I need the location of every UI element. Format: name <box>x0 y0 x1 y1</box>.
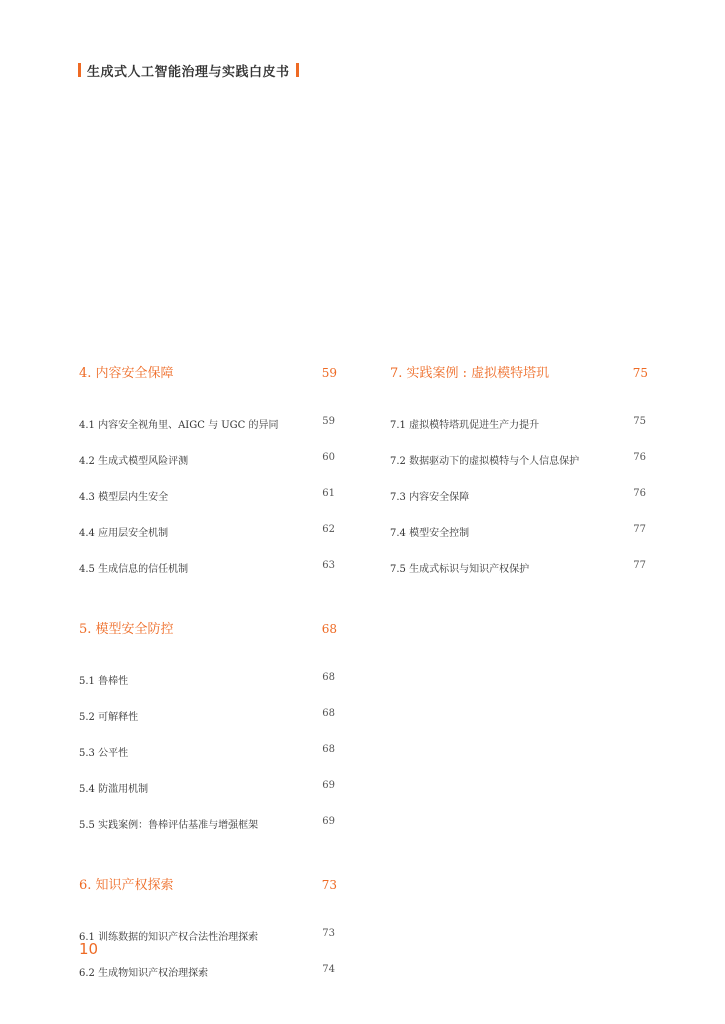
toc-entry[interactable] <box>79 816 337 852</box>
toc-entry[interactable] <box>79 524 337 560</box>
toc-entry[interactable] <box>79 560 337 596</box>
toc-left-column <box>79 362 337 1022</box>
toc-section-5 <box>79 618 337 852</box>
entry-title: 4.1 内容安全视角里、AIGC 与 UGC 的异同 <box>79 420 279 431</box>
entry-page-number: 68 <box>322 744 335 755</box>
toc-entry[interactable] <box>79 708 337 744</box>
section-page-number: 68 <box>321 622 337 636</box>
section-title: 5. 模型安全防控 <box>79 622 174 637</box>
entry-title: 5.3 公平性 <box>79 748 129 759</box>
toc-entry[interactable] <box>79 911 337 964</box>
entry-title: 4.4 应用层安全机制 <box>79 528 169 539</box>
toc-entry[interactable] <box>79 744 337 780</box>
toc-section-7 <box>390 362 648 596</box>
toc-entry[interactable] <box>79 780 337 816</box>
section-title: 6. 知识产权探索 <box>79 878 174 893</box>
section-title: 4. 内容安全保障 <box>79 366 174 381</box>
toc-section-heading[interactable] <box>79 618 337 638</box>
entry-page-number: 74 <box>322 964 335 975</box>
entry-title: 5.5 实践案例：鲁棒评估基准与增强框架 <box>79 820 259 831</box>
entry-title: 7.4 模型安全控制 <box>390 528 470 539</box>
section-page-number: 73 <box>321 878 337 892</box>
entry-title: 4.5 生成信息的信任机制 <box>79 564 189 575</box>
section-page-number: 59 <box>321 366 337 380</box>
entry-title: 5.1 鲁棒性 <box>79 676 129 687</box>
entry-page-number: 73 <box>322 928 335 939</box>
header-left-bar <box>78 63 81 77</box>
toc-section-6 <box>79 874 337 1000</box>
toc-entry[interactable] <box>79 655 337 708</box>
entry-title: 4.2 生成式模型风险评测 <box>79 456 189 467</box>
entry-page-number: 61 <box>322 488 335 499</box>
toc-entry[interactable] <box>79 452 337 488</box>
toc-section-heading[interactable] <box>390 362 648 382</box>
entry-title: 7.3 内容安全保障 <box>390 492 470 503</box>
entry-title: 4.3 模型层内生安全 <box>79 492 169 503</box>
entry-page-number: 68 <box>322 672 335 683</box>
entry-title: 7.2 数据驱动下的虚拟模特与个人信息保护 <box>390 456 580 467</box>
toc-right-column <box>390 362 648 618</box>
entry-title: 7.1 虚拟模特塔玑促进生产力提升 <box>390 420 540 431</box>
entry-page-number: 68 <box>322 708 335 719</box>
toc-section-heading[interactable] <box>79 874 337 894</box>
entry-page-number: 59 <box>322 416 335 427</box>
toc-entry[interactable] <box>390 488 648 524</box>
entry-title: 6.1 训练数据的知识产权合法性治理探索 <box>79 932 259 943</box>
section-title: 7. 实践案例 : 虚拟模特塔玑 <box>390 366 550 381</box>
entry-page-number: 77 <box>633 524 646 535</box>
section-page-number: 75 <box>632 366 648 380</box>
entry-page-number: 69 <box>322 816 335 827</box>
toc-entry[interactable] <box>79 399 337 452</box>
entry-page-number: 69 <box>322 780 335 791</box>
toc-entry[interactable] <box>390 399 648 452</box>
toc-entry[interactable] <box>79 488 337 524</box>
entry-page-number: 76 <box>633 452 646 463</box>
toc-section-4 <box>79 362 337 596</box>
entry-page-number: 75 <box>633 416 646 427</box>
entry-page-number: 63 <box>322 560 335 571</box>
page-number: 10 <box>79 940 99 958</box>
toc-entry[interactable] <box>390 524 648 560</box>
running-header <box>78 62 299 78</box>
entry-title: 5.2 可解释性 <box>79 712 139 723</box>
entry-title: 7.5 生成式标识与知识产权保护 <box>390 564 530 575</box>
toc-entry[interactable] <box>390 452 648 488</box>
header-right-bar <box>296 63 299 77</box>
entry-page-number: 76 <box>633 488 646 499</box>
document-title: 生成式人工智能治理与实践白皮书 <box>87 64 290 80</box>
toc-section-heading[interactable] <box>79 362 337 382</box>
toc-entry[interactable] <box>79 964 337 1000</box>
entry-title: 5.4 防滥用机制 <box>79 784 149 795</box>
entry-title: 6.2 生成物知识产权治理探索 <box>79 968 209 979</box>
entry-page-number: 62 <box>322 524 335 535</box>
entry-page-number: 60 <box>322 452 335 463</box>
entry-page-number: 77 <box>633 560 646 571</box>
toc-entry[interactable] <box>390 560 648 596</box>
